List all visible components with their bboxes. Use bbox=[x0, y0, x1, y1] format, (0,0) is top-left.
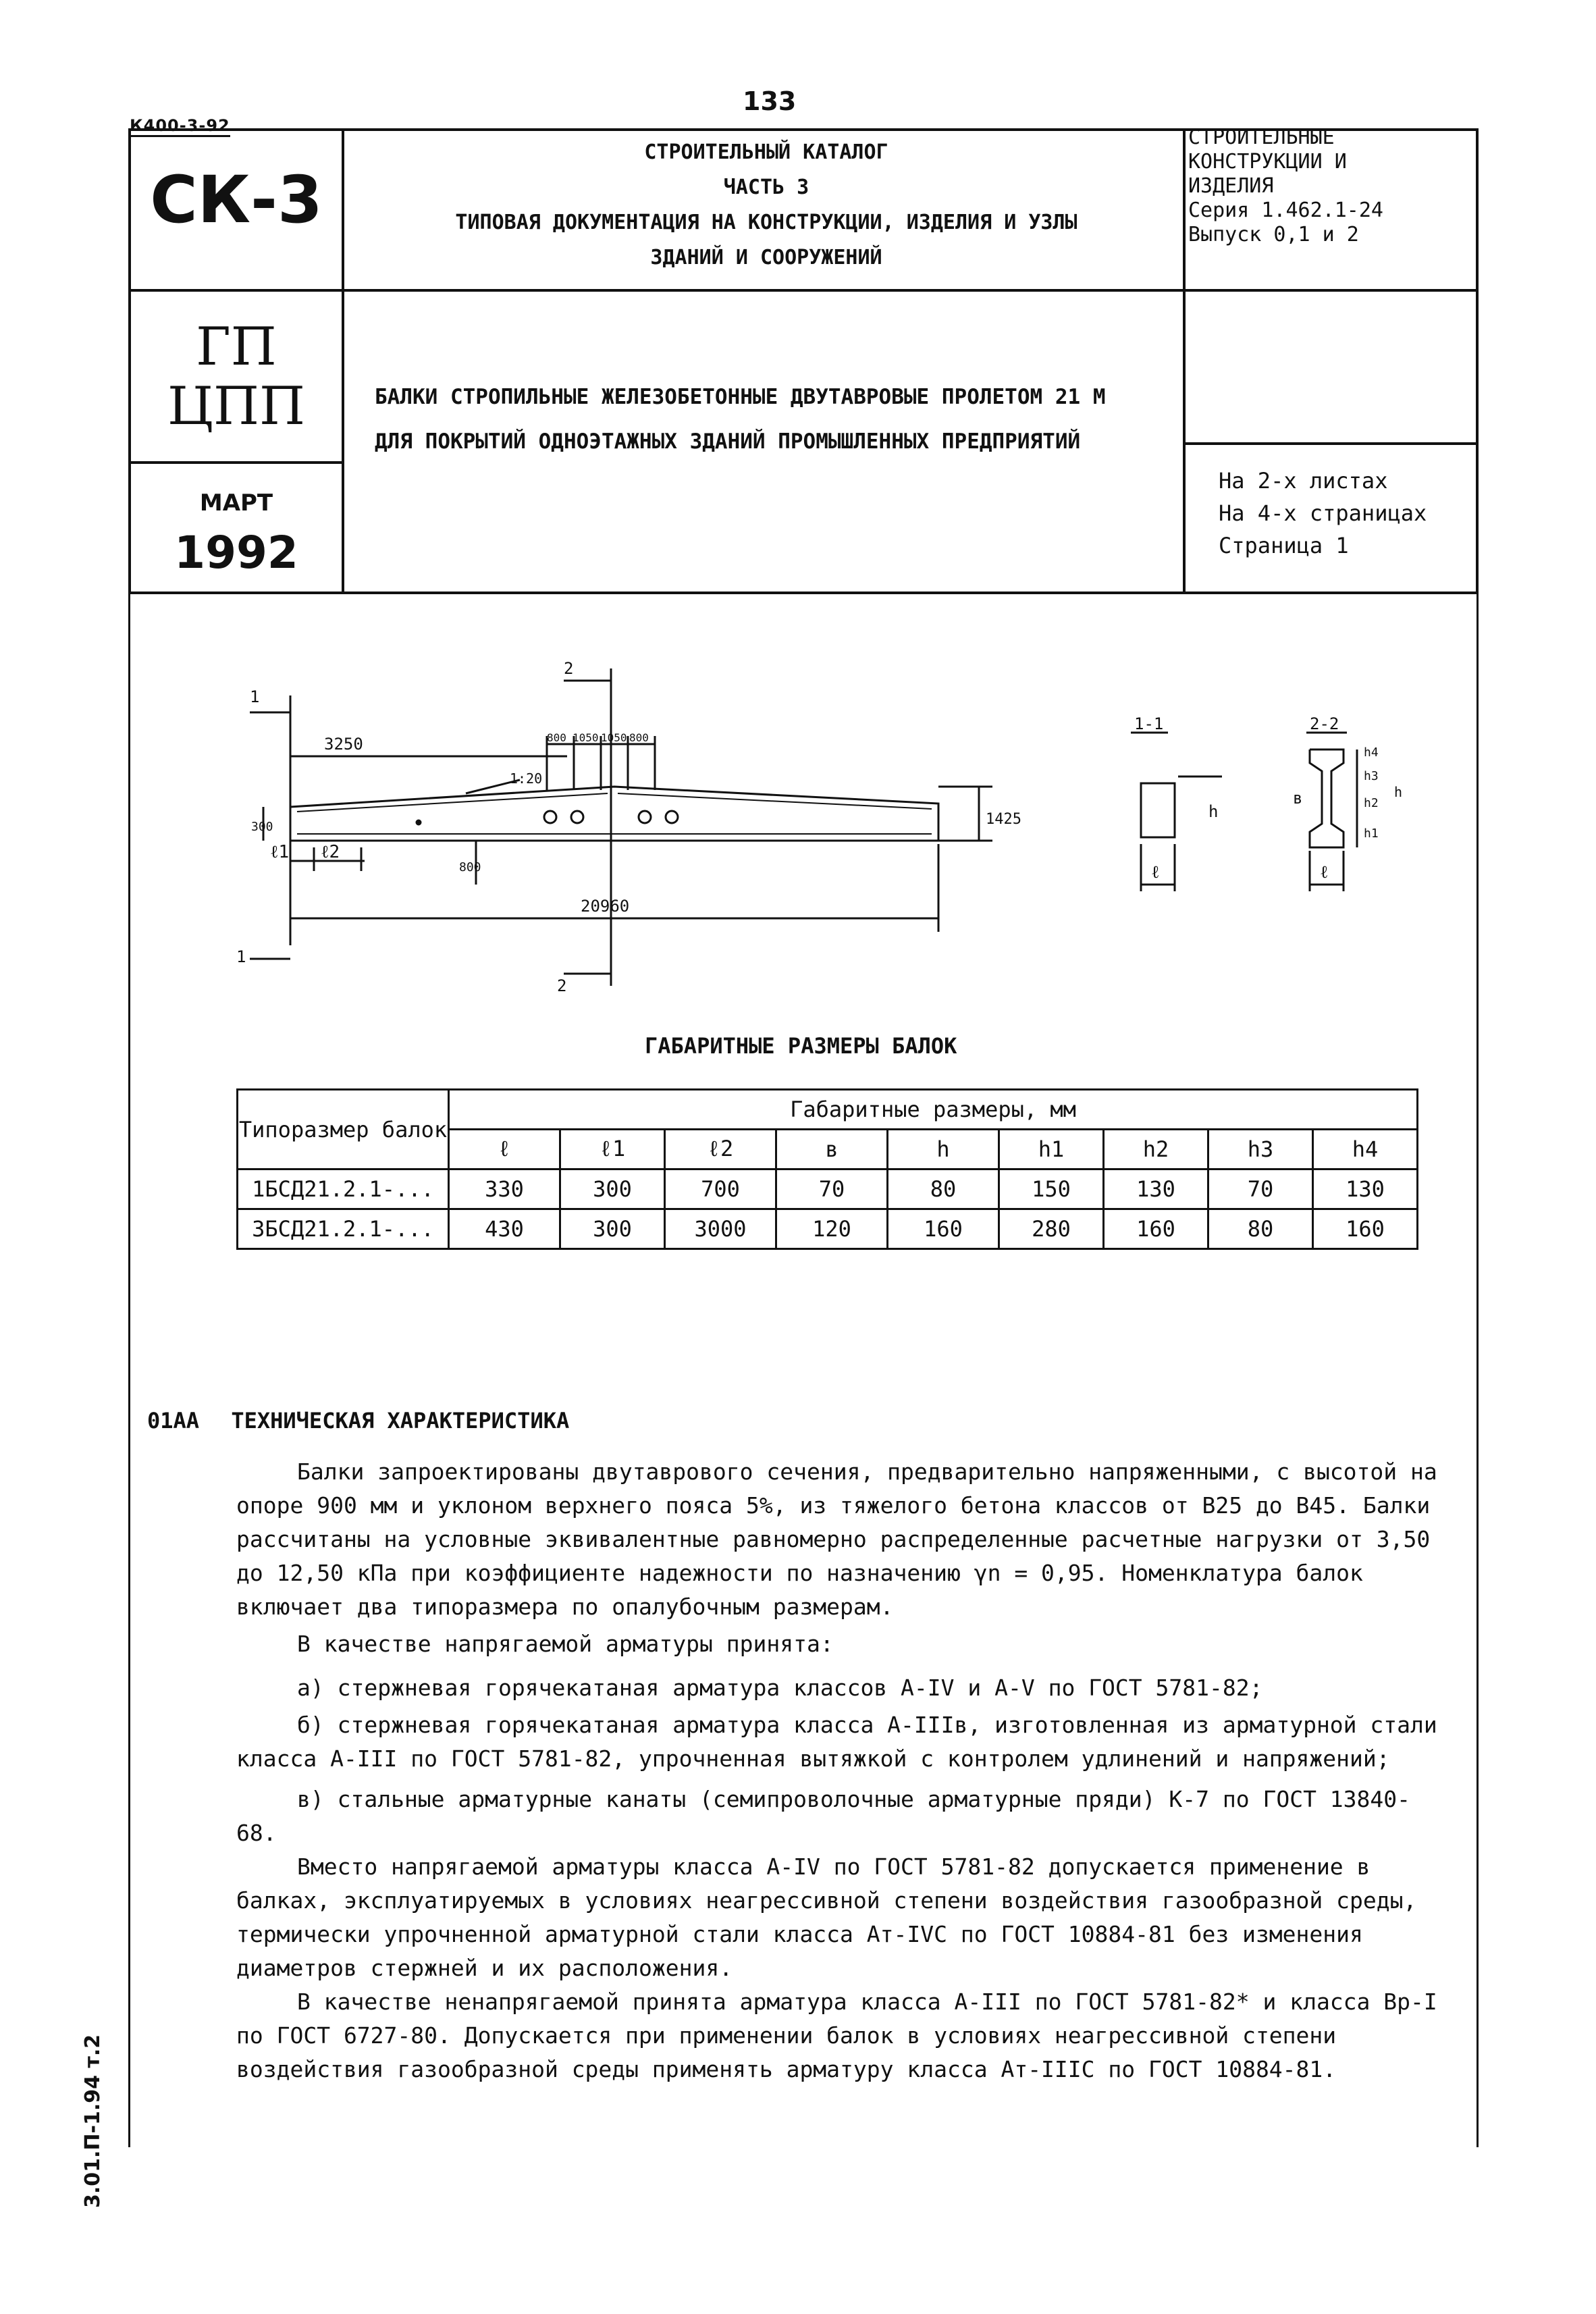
paragraph-2: В качестве напрягаемой арматуры принята: bbox=[297, 1631, 834, 1657]
cut-2-2-b-label: в bbox=[1293, 789, 1303, 808]
table-row bbox=[238, 1209, 1418, 1249]
series-line4: Серия 1.462.1-24 bbox=[1188, 199, 1383, 222]
section-1-bottom-label: 1 bbox=[236, 947, 246, 966]
col-h: h bbox=[888, 1130, 999, 1169]
catalog-line2: ЧАСТЬ 3 bbox=[723, 176, 809, 199]
row2-l2: 3000 bbox=[665, 1209, 776, 1249]
catalog-line3: ТИПОВАЯ ДОКУМЕНТАЦИЯ НА КОНСТРУКЦИИ, ИЗДЕЛИЯ И УЗЛЫ bbox=[455, 211, 1078, 234]
col-h4: h4 bbox=[1313, 1130, 1418, 1169]
dim-1425-label: 1425 bbox=[986, 811, 1021, 828]
col-l2: ℓ2 bbox=[665, 1130, 776, 1169]
dim-800b-label: 800 bbox=[629, 731, 649, 744]
organization-line1: ГП bbox=[196, 317, 277, 377]
header-group: Габаритные размеры, мм bbox=[449, 1090, 1418, 1130]
cut-2-2-h4-label: h4 bbox=[1364, 745, 1379, 760]
catalog-line4: ЗДАНИЙ И СООРУЖЕНИЙ bbox=[650, 246, 882, 269]
paragraph-6: Вместо напрягаемой арматуры класса А-IV по ГОСТ 5781-82 допускается применение в балках, эксплуатируемых в условиях неагрессивной степени воздействия газообразной среды, термически упрочненной арматурной стали класса Ат-IVС по ГОСТ 10884-81 без изменения диаметров стержней и их расположения. bbox=[236, 1853, 1417, 1981]
row1-h2: 130 bbox=[1104, 1169, 1208, 1209]
beam-drawing bbox=[169, 655, 1452, 993]
col-h1: h1 bbox=[999, 1130, 1104, 1169]
cut-1-1-h-label: h bbox=[1208, 802, 1219, 821]
row1-h4: 130 bbox=[1313, 1169, 1418, 1209]
series-line1: СТРОИТЕЛЬНЫЕ bbox=[1188, 126, 1335, 149]
series-line2: КОНСТРУКЦИИ И bbox=[1188, 150, 1347, 174]
beam-hole-4 bbox=[666, 811, 678, 823]
title-line1: БАЛКИ СТРОПИЛЬНЫЕ ЖЕЛЕЗОБЕТОННЫЕ ДВУТАВРОВЫЕ ПРОЛЕТОМ 21 М bbox=[375, 385, 1106, 409]
dim-1050b-label: 1050 bbox=[601, 731, 627, 744]
sheet-line1: На 2-х листах bbox=[1219, 468, 1388, 494]
row2-l: 430 bbox=[449, 1209, 560, 1249]
paragraph-3: а) стержневая горячекатаная арматура классов А-IV и А-V по ГОСТ 5781-82; bbox=[297, 1675, 1263, 1701]
col-h3: h3 bbox=[1208, 1130, 1313, 1169]
row1-l2: 700 bbox=[665, 1169, 776, 1209]
release-year: 1992 bbox=[174, 527, 298, 579]
catalog-line1: СТРОИТЕЛЬНЫЙ КАТАЛОГ bbox=[644, 140, 888, 164]
dim-20960-label: 20960 bbox=[581, 897, 630, 916]
catalog-title bbox=[351, 135, 1181, 275]
side-code: 3.01.П-1.94 т.2 bbox=[81, 2034, 105, 2208]
page-number: 133 bbox=[743, 86, 797, 116]
row1-b: 70 bbox=[776, 1169, 888, 1209]
beam-outline bbox=[290, 787, 938, 841]
section-title: ТЕХНИЧЕСКАЯ ХАРАКТЕРИСТИКА bbox=[231, 1408, 570, 1434]
cut-1-1-label: 1-1 bbox=[1134, 714, 1164, 733]
header-type: Типоразмер балок bbox=[238, 1090, 449, 1169]
col-l1: ℓ1 bbox=[560, 1130, 665, 1169]
dim-300-label: 300 bbox=[251, 820, 273, 834]
section-2-bottom-label: 2 bbox=[557, 976, 567, 993]
dim-1050a-label: 1050 bbox=[573, 731, 599, 744]
row1-h3: 70 bbox=[1208, 1169, 1313, 1209]
row2-h3: 80 bbox=[1208, 1209, 1313, 1249]
beam-hole-1 bbox=[544, 811, 556, 823]
row2-h1: 280 bbox=[999, 1209, 1104, 1249]
slope-label: 1:20 bbox=[510, 770, 543, 787]
section-1-top-label: 1 bbox=[250, 687, 260, 706]
paragraph-1: Балки запроектированы двутаврового сечения, предварительно напряженными, с высотой на опоре 900 мм и уклоном верхнего пояса 5%, из тяжелого бетона классов от В25 до В45. Балки рассчитаны на условные эквивалентные равномерно распределенные расчетные нагрузки от 3,50 до 12,50 кПа при коэффициенте надежности по назначению γn = 0,95. Номенклатура балок включает два типоразмера по опалубочным размерам. bbox=[236, 1458, 1437, 1620]
row1-l1: 300 bbox=[560, 1169, 665, 1209]
col-b: в bbox=[776, 1130, 888, 1169]
dim-3250-label: 3250 bbox=[324, 735, 363, 754]
divider-left bbox=[342, 128, 344, 594]
row1-name: 1БСД21.2.1-... bbox=[238, 1169, 449, 1209]
cut-1-1-l-label: ℓ bbox=[1151, 862, 1160, 883]
dim-800a-label: 800 bbox=[547, 731, 566, 744]
sheet-info bbox=[1219, 465, 1427, 562]
dim-l2-label: ℓ2 bbox=[321, 842, 340, 862]
cut-2-2-label: 2-2 bbox=[1310, 714, 1339, 733]
sheet-line3: Страница 1 bbox=[1219, 533, 1349, 558]
row2-h2: 160 bbox=[1104, 1209, 1208, 1249]
section-code: 01АА bbox=[147, 1408, 200, 1434]
beam-hole-2 bbox=[571, 811, 583, 823]
sheet-line2: На 4-х страницах bbox=[1219, 500, 1427, 526]
divider-row2-left bbox=[128, 461, 343, 464]
title-line2: ДЛЯ ПОКРЫТИЙ ОДНОЭТАЖНЫХ ЗДАНИЙ ПРОМЫШЛЕННЫХ ПРЕДПРИЯТИЙ bbox=[375, 429, 1081, 454]
series-box bbox=[1188, 126, 1383, 247]
cut-2-2-h3-label: h3 bbox=[1364, 769, 1379, 783]
divider-right bbox=[1183, 128, 1186, 594]
document-title bbox=[375, 375, 1185, 464]
release-month: МАРТ bbox=[199, 490, 273, 517]
dim-l1-label: ℓ1 bbox=[270, 842, 290, 862]
catalog-code: СК-3 bbox=[150, 162, 323, 238]
dimensions-table bbox=[236, 1088, 1418, 1250]
row1-l: 330 bbox=[449, 1169, 560, 1209]
row2-b: 120 bbox=[776, 1209, 888, 1249]
paragraph-5: в) стальные арматурные канаты (семипроволочные арматурные пряди) К-7 по ГОСТ 13840-68. bbox=[236, 1786, 1411, 1846]
row2-name: 3БСД21.2.1-... bbox=[238, 1209, 449, 1249]
table-header-row bbox=[238, 1090, 1418, 1130]
row2-h4: 160 bbox=[1313, 1209, 1418, 1249]
organization-line2: ЦПП bbox=[167, 376, 306, 437]
paragraph-7: В качестве ненапрягаемой принята арматура класса А-III по ГОСТ 5781-82* и класса Вр-I по ГОСТ 6727-80. Допускается при применении балок в условиях неагрессивной степени воздействия газообразной среды применять арматуру класса Ат-IIIС по ГОСТ 10884-81. bbox=[236, 1989, 1437, 2082]
section-heading bbox=[147, 1408, 569, 1434]
cut-2-2-h2-label: h2 bbox=[1364, 796, 1379, 810]
cut-2-2-h1-label: h1 bbox=[1364, 826, 1379, 841]
cut-2-2-h-label: h bbox=[1394, 784, 1403, 800]
col-l: ℓ bbox=[449, 1130, 560, 1169]
series-line5: Выпуск 0,1 и 2 bbox=[1188, 223, 1359, 246]
dim-800v-label: 800 bbox=[459, 860, 481, 874]
divider-row1 bbox=[128, 289, 1479, 292]
row2-h: 160 bbox=[888, 1209, 999, 1249]
cut-2-2-l-label: ℓ bbox=[1320, 862, 1329, 883]
document-code: К400-3-92 bbox=[130, 116, 230, 137]
table-row bbox=[238, 1169, 1418, 1209]
page-border-left bbox=[128, 594, 130, 2147]
col-h2: h2 bbox=[1104, 1130, 1208, 1169]
cut-2-2-shape bbox=[1310, 750, 1344, 847]
organization bbox=[131, 317, 342, 436]
paragraph-4: б) стержневая горячекатаная арматура класса А-IIIв, изготовленная из арматурной стали класса А-III по ГОСТ 5781-82, упрочненная вытяжкой с контролем удлинений и напряжений; bbox=[236, 1712, 1437, 1772]
beam-mark bbox=[417, 820, 421, 824]
beam-hole-3 bbox=[639, 811, 651, 823]
series-line3: ИЗДЕЛИЯ bbox=[1188, 174, 1274, 198]
divider-row2-right bbox=[1183, 442, 1479, 445]
page-border-right bbox=[1477, 594, 1479, 2147]
section-2-top-label: 2 bbox=[564, 659, 574, 678]
row1-h1: 150 bbox=[999, 1169, 1104, 1209]
cut-1-1-shape bbox=[1141, 783, 1175, 837]
row1-h: 80 bbox=[888, 1169, 999, 1209]
row2-l1: 300 bbox=[560, 1209, 665, 1249]
table-caption: ГАБАРИТНЫЕ РАЗМЕРЫ БАЛОК bbox=[645, 1033, 957, 1059]
